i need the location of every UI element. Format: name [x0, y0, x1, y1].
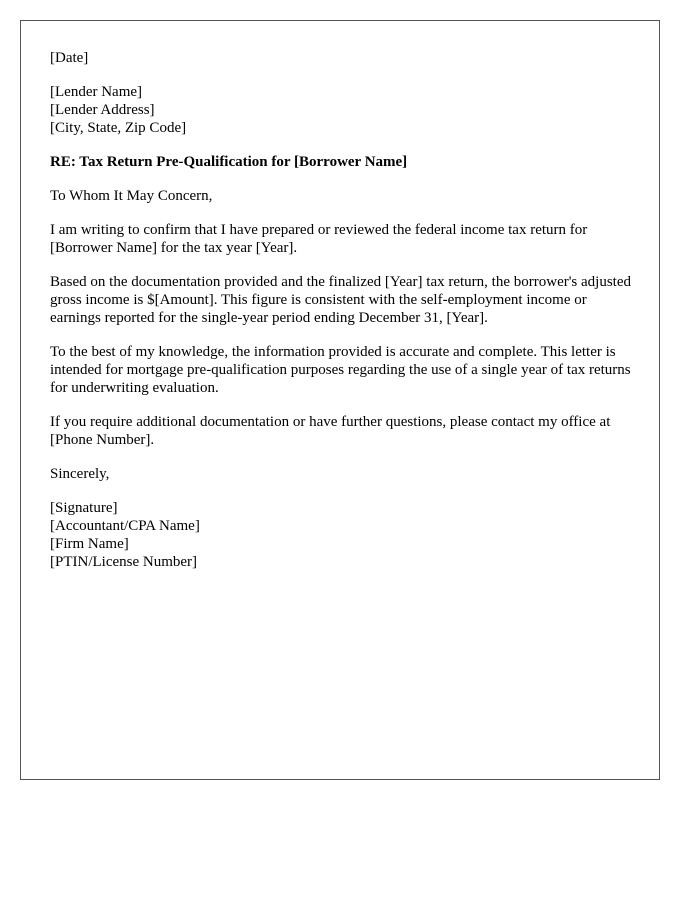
letter-body — [50, 49, 640, 587]
letter-date: [Date] — [50, 50, 89, 66]
signature-placeholder: [Signature] — [50, 500, 118, 516]
lender-name: [Lender Name] — [50, 84, 143, 100]
signature-block — [50, 499, 640, 571]
lender-city-state-zip: [City, State, Zip Code] — [50, 120, 187, 136]
paragraph-accuracy: To the best of my knowledge, the information provided is accurate and complete. This letter is intended for mortgage pre-qualification purposes regarding the use of a single year of tax returns for underwriting evaluation. — [50, 344, 631, 396]
accountant-name: [Accountant/CPA Name] — [50, 518, 200, 534]
paragraph-confirmation: I am writing to confirm that I have prepared or reviewed the federal income tax return for [Borrower Name] for the tax year [Year]. — [50, 222, 588, 256]
closing: Sincerely, — [50, 466, 110, 482]
paragraph-contact: If you require additional documentation or have further questions, please contact my office at [Phone Number]. — [50, 414, 611, 448]
paragraph-income: Based on the documentation provided and the finalized [Year] tax return, the borrower's adjusted gross income is $[Amount]. This figure is consistent with the self-employment income or earnings reported for the single-year period ending December 31, [Year]. — [50, 274, 632, 326]
salutation: To Whom It May Concern, — [50, 188, 213, 204]
subject-line: RE: Tax Return Pre-Qualification for [Borrower Name] — [50, 154, 408, 170]
license-number: [PTIN/License Number] — [50, 554, 198, 570]
recipient-address-block — [50, 83, 640, 137]
firm-name: [Firm Name] — [50, 536, 129, 552]
letter-page — [20, 20, 660, 780]
lender-address: [Lender Address] — [50, 102, 155, 118]
